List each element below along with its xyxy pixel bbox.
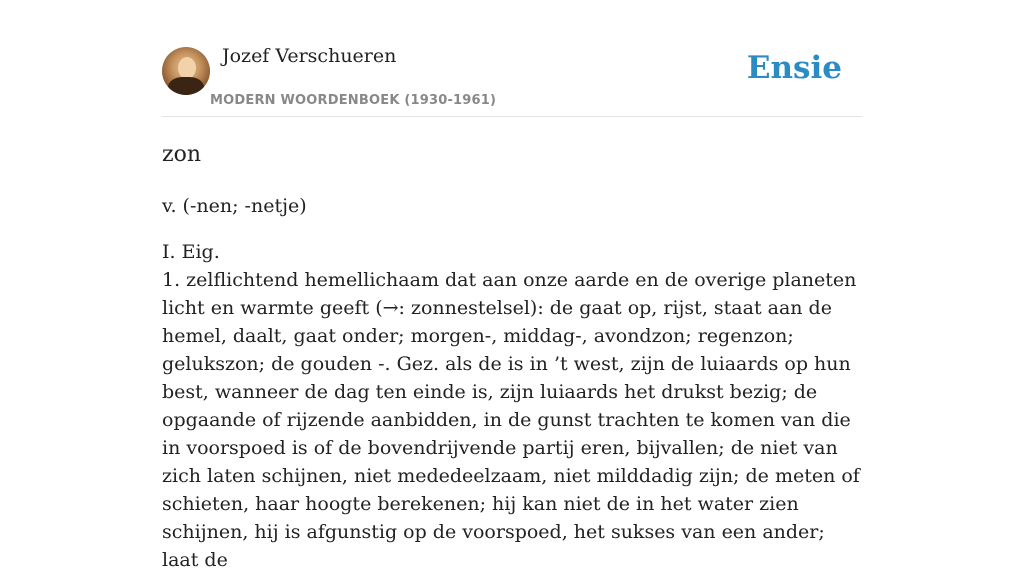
ensie-logo[interactable]: Ensie [746, 50, 842, 86]
author-avatar[interactable] [162, 47, 210, 95]
source-title[interactable]: MODERN WOORDENBOEK (1930-1961) [210, 93, 497, 108]
avatar-face [178, 57, 196, 79]
definition-section: I. Eig. [162, 241, 220, 263]
page-header [162, 0, 862, 117]
entry-content [162, 116, 862, 574]
avatar-body [168, 77, 204, 95]
entry-headword: zon [162, 142, 202, 167]
entry-definitions [162, 238, 862, 574]
entry-grammar: v. (-nen; -netje) [162, 195, 307, 217]
author-name[interactable]: Jozef Verschueren [222, 45, 397, 67]
definition-text: 1. zelflichtend hemellichaam dat aan onze aarde en de overige planeten licht en warmte geeft (→: zonnestelsel): de gaat op, rijst, staat aan de hemel, daalt, gaat onder; morgen-, middag-, avondzon; regenzon; gelukszon; de gouden -. Gez. als de is in ’t west, zijn de luiaards op hun best, wanneer de dag ten einde is, zijn luiaards het drukst bezig; de opgaande of rijzende aanbidden, in de gunst trachten te komen van die in voorspoed is of de bovendrijvende partij eren, bijvallen; de niet van zich laten schijnen, niet mededeelzaam, niet milddadig zijn; de meten of schieten, haar hoogte berekenen; hij kan niet de in het water zien schijnen, hij is afgunstig op de voorspoed, het sukses van een ander; laat de [162, 269, 860, 571]
